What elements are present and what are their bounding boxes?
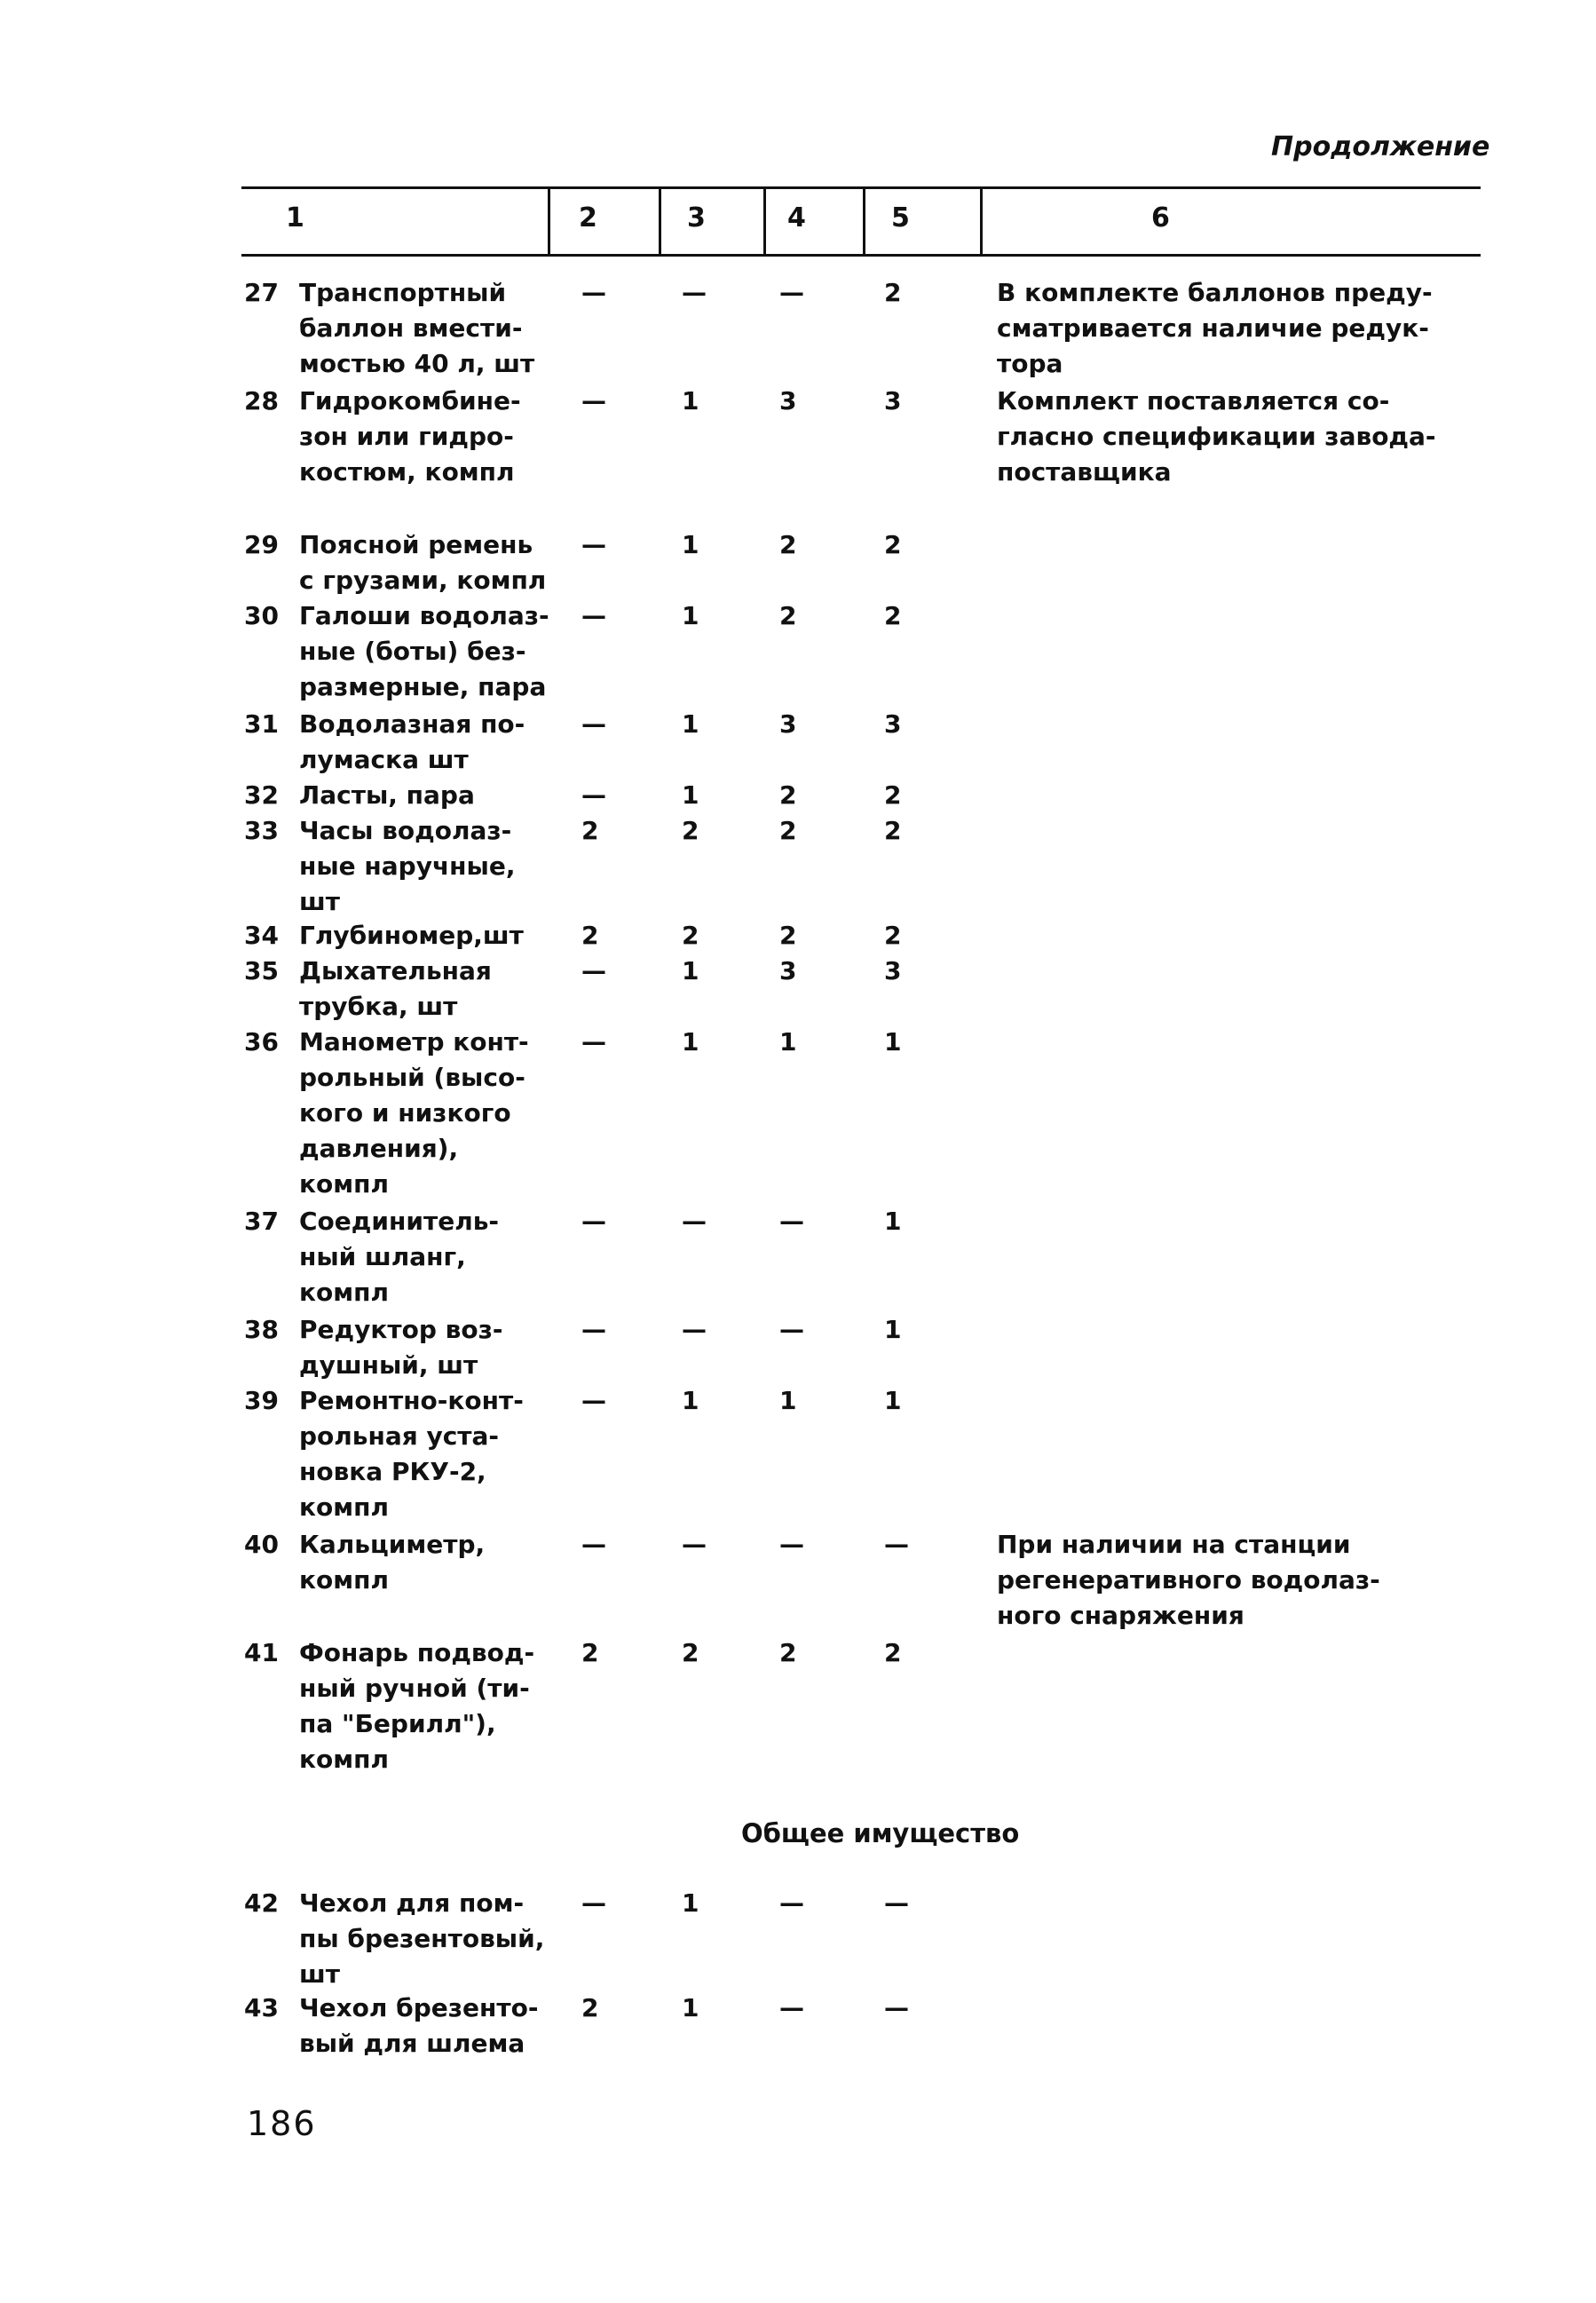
- value-col-2: —: [581, 1888, 606, 1918]
- value-col-3: —: [682, 1207, 707, 1236]
- value-col-5: 2: [884, 601, 902, 630]
- column-header-5: 5: [891, 202, 910, 233]
- value-col-4: 2: [779, 1638, 797, 1667]
- value-col-4: 3: [779, 386, 797, 415]
- value-col-4: 1: [779, 1027, 797, 1057]
- value-col-2: —: [581, 1530, 606, 1559]
- item-name: Фонарь подвод- ный ручной (ти- па "Берилл"), компл: [299, 1638, 535, 1774]
- row-number: 33: [244, 816, 279, 845]
- column-divider: [863, 188, 865, 256]
- column-divider: [548, 188, 550, 256]
- value-col-4: 3: [779, 709, 797, 739]
- value-col-4: —: [779, 1315, 804, 1344]
- value-col-5: 2: [884, 921, 902, 950]
- value-col-2: —: [581, 1386, 606, 1415]
- value-col-2: 2: [581, 1993, 599, 2022]
- value-col-3: 1: [682, 1888, 699, 1918]
- column-divider: [980, 188, 983, 256]
- value-col-3: 1: [682, 601, 699, 630]
- item-name: Манометр конт- рольный (высо- кого и низкого давления), компл: [299, 1027, 529, 1199]
- value-col-4: 2: [779, 816, 797, 845]
- value-col-2: —: [581, 530, 606, 559]
- item-name: Соединитель- ный шланг, компл: [299, 1207, 500, 1307]
- value-col-3: 1: [682, 1993, 699, 2022]
- column-divider: [659, 188, 661, 256]
- value-col-3: 1: [682, 709, 699, 739]
- row-number: 32: [244, 780, 279, 810]
- value-col-2: —: [581, 386, 606, 415]
- value-col-5: 2: [884, 1638, 902, 1667]
- value-col-5: 3: [884, 386, 902, 415]
- value-col-5: 1: [884, 1386, 902, 1415]
- value-col-4: 3: [779, 956, 797, 985]
- item-name: Ласты, пара: [299, 780, 475, 810]
- column-header-2: 2: [579, 202, 597, 233]
- row-number: 43: [244, 1993, 279, 2022]
- column-header-4: 4: [787, 202, 806, 233]
- value-col-5: 2: [884, 530, 902, 559]
- row-number: 27: [244, 278, 279, 307]
- row-number: 34: [244, 921, 279, 950]
- row-number: 37: [244, 1207, 279, 1236]
- value-col-4: 2: [779, 530, 797, 559]
- item-name: Чехол брезенто- вый для шлема: [299, 1993, 539, 2058]
- item-name: Гидрокомбине- зон или гидро- костюм, компл: [299, 386, 521, 487]
- value-col-4: —: [779, 1530, 804, 1559]
- row-number: 42: [244, 1888, 279, 1918]
- row-number: 40: [244, 1530, 279, 1559]
- column-header-3: 3: [687, 202, 706, 233]
- value-col-5: 1: [884, 1315, 902, 1344]
- item-name: Часы водолаз- ные наручные, шт: [299, 816, 516, 916]
- value-col-5: 2: [884, 780, 902, 810]
- row-number: 30: [244, 601, 279, 630]
- value-col-4: 1: [779, 1386, 797, 1415]
- value-col-2: 2: [581, 816, 599, 845]
- value-col-5: 3: [884, 709, 902, 739]
- table-top-rule: [241, 186, 1481, 189]
- item-note: Комплект поставляется со- гласно спецификации завода- поставщика: [997, 386, 1436, 487]
- value-col-2: 2: [581, 921, 599, 950]
- value-col-4: —: [779, 1888, 804, 1918]
- item-name: Водолазная по- лумаска шт: [299, 709, 525, 774]
- value-col-3: —: [682, 1315, 707, 1344]
- item-name: Глубиномер,шт: [299, 921, 524, 950]
- value-col-3: 2: [682, 816, 699, 845]
- value-col-2: —: [581, 709, 606, 739]
- value-col-4: 2: [779, 780, 797, 810]
- value-col-2: 2: [581, 1638, 599, 1667]
- value-col-3: —: [682, 1530, 707, 1559]
- row-number: 29: [244, 530, 279, 559]
- value-col-3: 2: [682, 921, 699, 950]
- item-name: Кальциметр, компл: [299, 1530, 486, 1595]
- column-divider: [763, 188, 766, 256]
- value-col-4: 2: [779, 921, 797, 950]
- value-col-5: 2: [884, 278, 902, 307]
- value-col-5: —: [884, 1530, 909, 1559]
- value-col-4: —: [779, 278, 804, 307]
- value-col-5: —: [884, 1888, 909, 1918]
- value-col-5: —: [884, 1993, 909, 2022]
- item-name: Чехол для пом- пы брезентовый, шт: [299, 1888, 545, 1989]
- page-number: 186: [247, 2104, 317, 2143]
- item-name: Редуктор воз- душный, шт: [299, 1315, 503, 1380]
- value-col-2: —: [581, 956, 606, 985]
- value-col-2: —: [581, 1315, 606, 1344]
- item-name: Поясной ремень с грузами, компл: [299, 530, 547, 595]
- row-number: 35: [244, 956, 279, 985]
- item-name: Транспортный баллон вмести- мостью 40 л, шт: [299, 278, 535, 378]
- value-col-2: —: [581, 601, 606, 630]
- table-header-rule: [241, 254, 1481, 257]
- item-note: В комплекте баллонов преду- сматривается наличие редук- тора: [997, 278, 1433, 378]
- continuation-label: Продолжение: [1271, 131, 1490, 162]
- value-col-4: —: [779, 1207, 804, 1236]
- value-col-3: 1: [682, 530, 699, 559]
- value-col-5: 3: [884, 956, 902, 985]
- value-col-2: —: [581, 780, 606, 810]
- value-col-4: —: [779, 1993, 804, 2022]
- value-col-3: 1: [682, 1027, 699, 1057]
- row-number: 36: [244, 1027, 279, 1057]
- section-title: Общее имущество: [741, 1818, 1020, 1848]
- row-number: 38: [244, 1315, 279, 1344]
- value-col-3: 1: [682, 386, 699, 415]
- value-col-2: —: [581, 1027, 606, 1057]
- value-col-2: —: [581, 1207, 606, 1236]
- value-col-5: 2: [884, 816, 902, 845]
- value-col-3: —: [682, 278, 707, 307]
- item-name: Галоши водолаз- ные (боты) без- размерные, пара: [299, 601, 549, 701]
- item-name: Дыхательная трубка, шт: [299, 956, 492, 1021]
- value-col-4: 2: [779, 601, 797, 630]
- row-number: 28: [244, 386, 279, 415]
- column-header-6: 6: [1151, 202, 1170, 233]
- value-col-5: 1: [884, 1027, 902, 1057]
- item-note: При наличии на станции регенеративного водолаз- ного снаряжения: [997, 1530, 1380, 1630]
- value-col-3: 1: [682, 956, 699, 985]
- item-name: Ремонтно-конт- рольная уста- новка РКУ-2, компл: [299, 1386, 524, 1522]
- value-col-3: 2: [682, 1638, 699, 1667]
- row-number: 39: [244, 1386, 279, 1415]
- column-header-1: 1: [286, 202, 304, 233]
- row-number: 41: [244, 1638, 279, 1667]
- value-col-5: 1: [884, 1207, 902, 1236]
- row-number: 31: [244, 709, 279, 739]
- value-col-3: 1: [682, 1386, 699, 1415]
- value-col-3: 1: [682, 780, 699, 810]
- value-col-2: —: [581, 278, 606, 307]
